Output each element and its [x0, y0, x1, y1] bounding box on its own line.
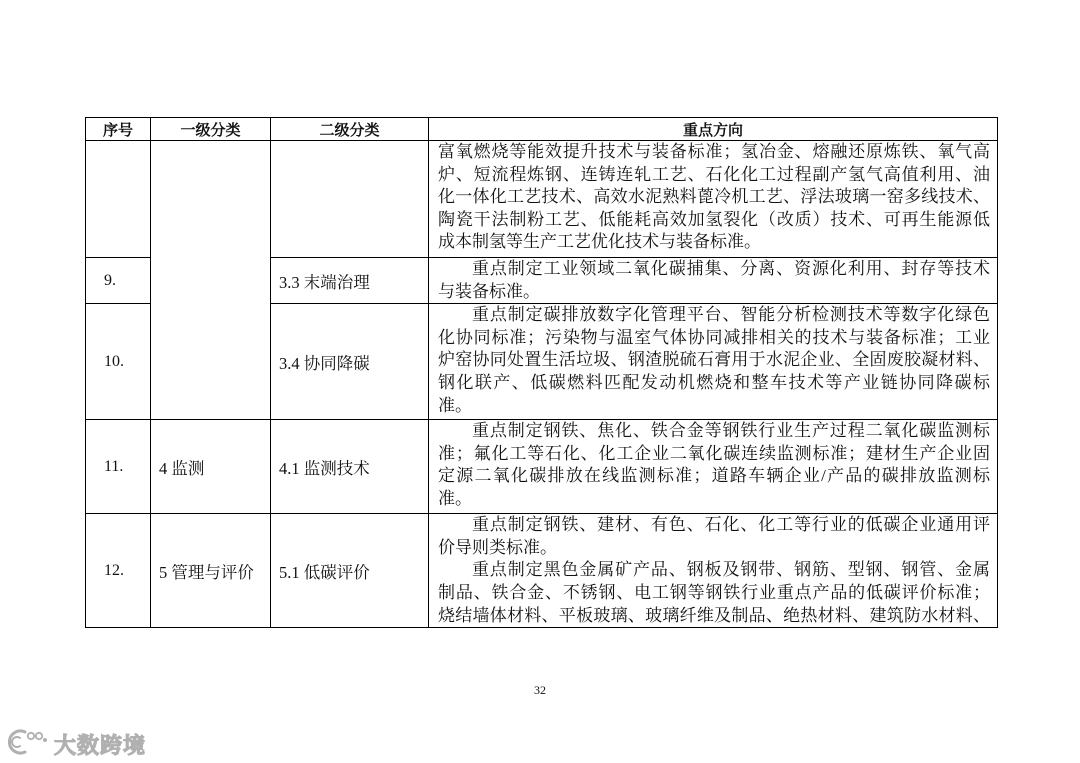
cell-seq: 11.: [86, 420, 151, 514]
cell-level2: [271, 141, 429, 258]
focus-line: 重点制定工业领域二氧化碳捕集、分离、资源化利用、封存等技术: [472, 259, 990, 278]
focus-line: 烧结墙体材料、平板玻璃、玻璃纤维及制品、绝热材料、建筑防水材料、: [438, 605, 990, 625]
focus-line: 定源二氧化碳排放在线监测标准；道路车辆企业/产品的碳排放监测标: [438, 466, 990, 486]
watermark: [8, 727, 146, 762]
table-row: [86, 420, 998, 514]
focus-line: 准。: [438, 395, 472, 415]
cell-level2: 3.4 协同降碳: [271, 304, 429, 420]
focus-line: 重点制定碳排放数字化管理平台、智能分析检测技术等数字化绿色: [472, 305, 990, 325]
table-row: [86, 514, 998, 628]
focus-line: 成本制氢等生产工艺优化技术与装备标准。: [438, 232, 761, 252]
cell-focus: [429, 304, 998, 420]
table-header-row: [86, 118, 998, 141]
cell-level2: 5.1 低碳评价: [271, 514, 429, 628]
focus-line: 炉、短流程炼钢、连铸连轧工艺、石化化工过程副产氢气高值利用、油: [438, 164, 990, 184]
cell-seq: 9.: [86, 258, 151, 304]
cell-seq: [86, 141, 151, 258]
focus-line: 与装备标准。: [438, 281, 540, 301]
cell-level1: 4 监测: [151, 420, 271, 514]
watermark-text: 大数跨境: [54, 734, 147, 759]
header-level2: 二级分类: [271, 118, 429, 141]
cell-level1: [151, 141, 271, 420]
focus-line: 准。: [438, 488, 472, 508]
focus-line: 富氧燃烧等能效提升技术与装备标准；氢冶金、熔融还原炼铁、氧气高: [438, 142, 990, 161]
focus-line: 准；氟化工等石化、化工企业二氧化碳连续监测标准；建材生产企业固: [438, 443, 990, 463]
brand-logo-icon: [8, 727, 48, 762]
focus-line: 化一体化工艺技术、高效水泥熟料蓖冷机工艺、浮法玻璃一窑多线技术、: [438, 187, 990, 207]
focus-line: 钢化联产、低碳燃料匹配发动机燃烧和整车技术等产业链协同降碳标: [438, 372, 990, 392]
cell-seq: 10.: [86, 304, 151, 420]
cell-level2: 3.3 末端治理: [271, 258, 429, 304]
cell-level2: 4.1 监测技术: [271, 420, 429, 514]
header-focus: 重点方向: [429, 118, 998, 141]
focus-line: 化协同标准；污染物与温室气体协同减排相关的技术与装备标准；工业: [438, 327, 990, 347]
cell-seq: 12.: [86, 514, 151, 628]
focus-line: 重点制定黑色金属矿产品、钢板及钢带、钢筋、型钢、钢管、金属: [472, 560, 990, 580]
focus-line: 制品、铁合金、不锈钢、电工钢等钢铁行业重点产品的低碳评价标准；: [438, 582, 990, 602]
cell-focus: [429, 514, 998, 628]
focus-line: 炉窑协同处置生活垃圾、钢渣脱硫石膏用于水泥企业、全固废胶凝材料、: [438, 350, 990, 370]
header-level1: 一级分类: [151, 118, 271, 141]
cell-focus: [429, 420, 998, 514]
cell-focus: [429, 258, 998, 304]
focus-line: 价导则类标准。: [438, 537, 557, 557]
header-seq: 序号: [86, 118, 151, 141]
cell-level1: 5 管理与评价: [151, 514, 271, 628]
standards-table: [85, 117, 998, 628]
focus-line: 重点制定钢铁、焦化、铁合金等钢铁行业生产过程二氧化碳监测标: [472, 421, 990, 441]
focus-line: 陶瓷干法制粉工艺、低能耗高效加氢裂化（改质）技术、可再生能源低: [438, 209, 990, 229]
focus-line: 重点制定钢铁、建材、有色、石化、化工等行业的低碳企业通用评: [472, 515, 990, 535]
cell-focus: [429, 141, 998, 258]
table-row: [86, 141, 998, 258]
page-number: 32: [534, 683, 546, 697]
